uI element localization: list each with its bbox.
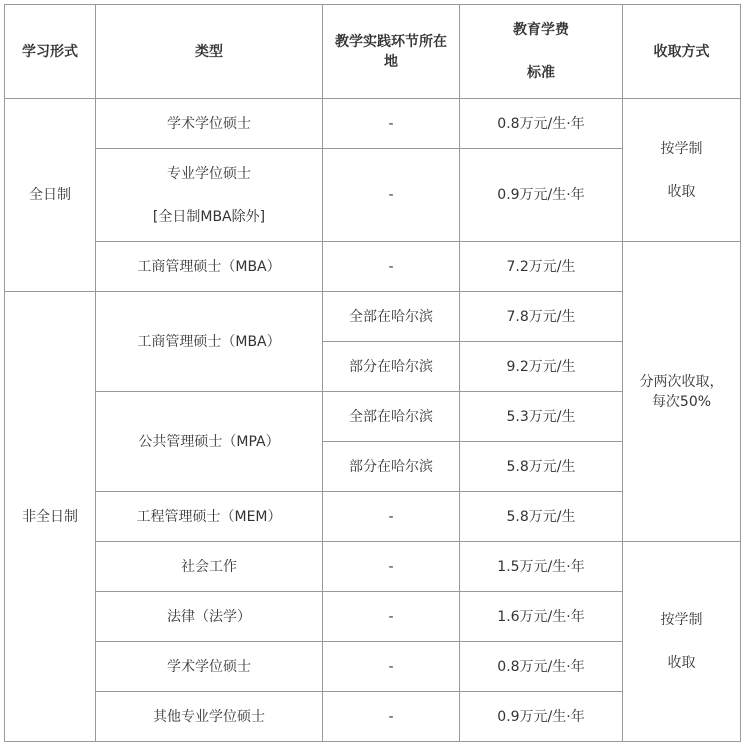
header-row <box>5 5 741 99</box>
collection-line1: 按学制 <box>660 612 703 628</box>
location-cell: 部分在哈尔滨 <box>323 442 460 492</box>
location-cell: - <box>323 542 460 592</box>
location-cell: 全部在哈尔滨 <box>323 292 460 342</box>
type-cell: 公共管理硕士（MPA） <box>96 392 323 492</box>
type-cell: 学术学位硕士 <box>96 99 323 149</box>
table-row <box>5 242 741 292</box>
header-fee <box>460 5 623 99</box>
fee-cell: 5.3万元/生 <box>460 392 623 442</box>
collection-line1: 按学制 <box>660 140 703 157</box>
collection-by-year-1 <box>623 99 741 242</box>
location-cell: - <box>323 642 460 692</box>
fee-cell: 7.2万元/生 <box>460 242 623 292</box>
collection-line2: 每次50% <box>651 393 712 410</box>
collection-installments <box>623 242 741 542</box>
collection-by-year-2 <box>623 542 741 742</box>
mode-full-time: 全日制 <box>5 99 96 292</box>
fee-cell: 0.8万元/生·年 <box>460 642 623 692</box>
location-cell: - <box>323 692 460 742</box>
fee-cell: 0.8万元/生·年 <box>460 99 623 149</box>
collection-line1: 分两次收取， <box>639 373 724 390</box>
fee-cell: 5.8万元/生 <box>460 492 623 542</box>
location-cell: - <box>323 242 460 292</box>
location-cell: - <box>323 149 460 242</box>
location-cell: 全部在哈尔滨 <box>323 392 460 442</box>
fee-cell: 1.6万元/生·年 <box>460 592 623 642</box>
type-cell: 工程管理硕士（MEM） <box>96 492 323 542</box>
header-collection: 收取方式 <box>623 5 741 99</box>
location-cell: - <box>323 592 460 642</box>
header-study-mode: 学习形式 <box>5 5 96 99</box>
fee-cell: 1.5万元/生·年 <box>460 542 623 592</box>
type-cell <box>96 149 323 242</box>
type-cell: 社会工作 <box>96 542 323 592</box>
header-location-line2: 地 <box>384 53 398 70</box>
location-cell: - <box>323 99 460 149</box>
location-cell: 部分在哈尔滨 <box>323 342 460 392</box>
type-cell: 工商管理硕士（MBA） <box>96 292 323 392</box>
tuition-fee-table <box>4 4 741 742</box>
type-cell: 其他专业学位硕士 <box>96 692 323 742</box>
type-cell: 法律（法学） <box>96 592 323 642</box>
fee-cell: 5.8万元/生 <box>460 442 623 492</box>
table-row <box>5 542 741 592</box>
fee-cell: 0.9万元/生·年 <box>460 692 623 742</box>
header-location <box>323 5 460 99</box>
collection-line2: 收取 <box>667 655 696 671</box>
fee-cell: 7.8万元/生 <box>460 292 623 342</box>
header-type: 类型 <box>96 5 323 99</box>
type-cell: 工商管理硕士（MBA） <box>96 242 323 292</box>
table-row <box>5 99 741 149</box>
type-line1: 专业学位硕士 <box>167 165 251 182</box>
type-line2: [全日制MBA除外] <box>152 208 266 225</box>
fee-cell: 0.9万元/生·年 <box>460 149 623 242</box>
collection-line2: 收取 <box>667 183 696 200</box>
fee-cell: 9.2万元/生 <box>460 342 623 392</box>
type-cell: 学术学位硕士 <box>96 642 323 692</box>
header-fee-line2: 标准 <box>527 65 555 81</box>
header-fee-line1: 教育学费 <box>513 22 569 38</box>
header-location-line1: 教学实践环节所在 <box>335 33 447 50</box>
location-cell: - <box>323 492 460 542</box>
mode-part-time: 非全日制 <box>5 292 96 742</box>
